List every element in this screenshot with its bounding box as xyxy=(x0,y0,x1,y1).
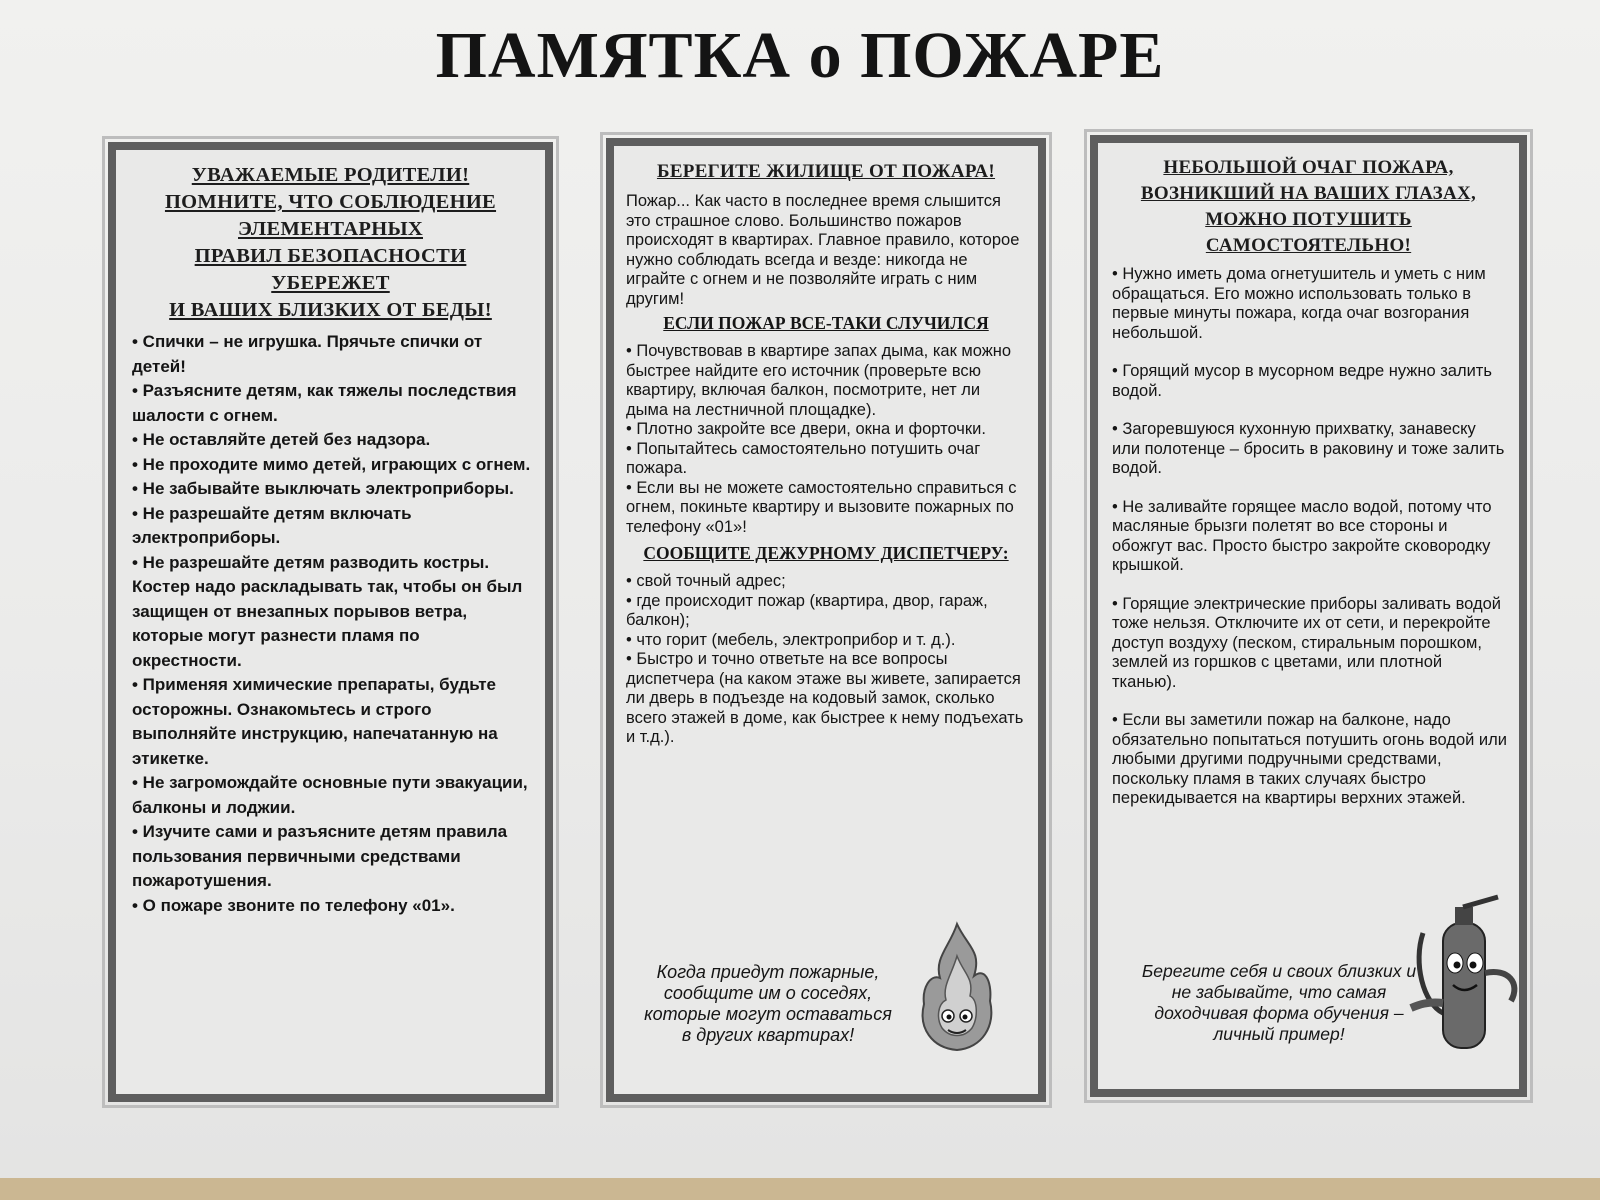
list-item: • Если вы не можете самостоятельно справиться с огнем, покиньте квартиру и вызовите пожарных по телефону «01»! xyxy=(626,478,1017,536)
intro-text: Пожар... Как часто в последнее время слышится это страшное слово. Большинство пожаров происходят в квартирах. Главное правило, которое нужно соблюдать всегда и везде: никогда не играйте с огнем и не позволяйте играть с ним другим! xyxy=(626,192,1020,308)
heading-line: И ВАШИХ БЛИЗКИХ ОТ БЕДЫ! xyxy=(169,299,492,321)
heading-line: МОЖНО ПОТУШИТЬ xyxy=(1205,209,1412,230)
closing-note: Когда приедут пожарные, сообщите им о соседях, которые могут оставаться в других квартирах! xyxy=(644,962,892,1045)
list-item: • Загоревшуюся кухонную прихватку, занавеску или полотенце – бросить в раковину и тоже залить водой. xyxy=(1112,420,1505,477)
panel-body xyxy=(1098,265,1519,809)
panel-heading: БЕРЕГИТЕ ЖИЛИЩЕ ОТ ПОЖАРА! xyxy=(656,161,996,182)
panel-extinguish xyxy=(1090,135,1527,1097)
list-item: • Не оставляйте детей без надзора. xyxy=(132,430,431,449)
closing-note: Берегите себя и своих близких и не забывайте, что самая доходчивая форма обучения – личный пример! xyxy=(1141,961,1417,1044)
list-item: • Разъясните детям, как тяжелы последствия шалости с огнем. xyxy=(132,381,517,425)
heading-line: САМОСТОЯТЕЛЬНО! xyxy=(1205,235,1412,256)
subheading-if-fire: ЕСЛИ ПОЖАР ВСЕ-ТАКИ СЛУЧИЛСЯ xyxy=(663,313,989,333)
heading-line: УБЕРЕЖЕТ xyxy=(271,272,390,294)
list-item: • Не заливайте горящее масло водой, потому что масляные брызги полетят во все стороны и обожгут вас. Просто быстро закройте сковородку крышкой. xyxy=(1112,497,1492,574)
list-item: • Горящие электрические приборы заливать водой тоже нельзя. Отключите их от сети, и перекройте доступ воздуху (песком, стиральным порошком, землей из горшков с цветами, или плотной тканью). xyxy=(1112,594,1501,691)
heading-line: ПОМНИТЕ, ЧТО СОБЛЮДЕНИЕ xyxy=(164,191,497,213)
list-item: • Быстро и точно ответьте на все вопросы диспетчера (на каком этаже вы живете, запирается ли дверь в подъезде на кодовый замок, сколько всего этажей в доме, как быстрее к нему подъехать и т.д.). xyxy=(626,650,1024,746)
heading-line: УВАЖАЕМЫЕ РОДИТЕЛИ! xyxy=(191,164,470,186)
subheading-dispatcher: СООБЩИТЕ ДЕЖУРНОМУ ДИСПЕТЧЕРУ: xyxy=(643,543,1009,563)
page-title: ПАМЯТКА о ПОЖАРЕ xyxy=(435,19,1165,92)
list-item: • Не разрешайте детям включать электроприборы. xyxy=(132,503,412,547)
list-item: • Нужно иметь дома огнетушитель и уметь с ним обращаться. Его можно использовать только в первые минуты пожара, когда очаг возгорания небольшой. xyxy=(1112,265,1486,342)
panel-parents xyxy=(108,142,553,1102)
list-item: • где происходит пожар (квартира, двор, гараж, балкон); xyxy=(626,591,988,629)
fire-extinguisher-mascot-icon xyxy=(1403,893,1527,1058)
list-item: • О пожаре звоните по телефону «01». xyxy=(132,895,455,915)
heading-line: НЕБОЛЬШОЙ ОЧАГ ПОЖАРА, xyxy=(1163,157,1454,178)
list-item: • свой точный адрес; xyxy=(626,572,786,590)
list-item: • Не разрешайте детям разводить костры. Костер надо раскладывать так, чтобы он был защищен от внезапных порывов ветра, которые могут разнести пламя по окрестности. xyxy=(132,552,523,670)
list-item: • Спички – не игрушка. Прячьте спички от детей! xyxy=(132,332,483,376)
panel-home-safety xyxy=(606,138,1046,1102)
heading-line: ЭЛЕМЕНТАРНЫХ xyxy=(238,218,423,240)
list-item: • Плотно закройте все двери, окна и форточки. xyxy=(626,420,986,438)
heading-line: ПРАВИЛ БЕЗОПАСНОСТИ xyxy=(194,245,467,267)
panel-heading xyxy=(1104,155,1513,259)
list-item: • Попытайтесь самостоятельно потушить очаг пожара. xyxy=(626,439,981,477)
list-item: • Не загромождайте основные пути эвакуации, балконы и лоджии. xyxy=(132,773,528,817)
heading-line: ВОЗНИКШИЙ НА ВАШИХ ГЛАЗАХ, xyxy=(1140,183,1477,204)
list-item: • Если вы заметили пожар на балконе, надо обязательно попытаться потушить огонь водой или любыми другими подручными средствами, поскольку пламя в таких случаях быстро перекидывается на квартиры верхних этажей. xyxy=(1112,711,1507,807)
list-item: • Не забывайте выключать электроприборы. xyxy=(132,479,514,498)
list-item: • Горящий мусор в мусорном ведре нужно залить водой. xyxy=(1112,362,1492,400)
list-item: • Применяя химические препараты, будьте осторожны. Ознакомьтесь и строго выполняйте инструкцию, напечатанную на этикетке. xyxy=(132,675,498,768)
panel-body xyxy=(614,192,1038,748)
list-item: • Изучите сами и разъясните детям правила пользования первичными средствами пожаротушения. xyxy=(132,822,508,890)
panel-body xyxy=(116,330,545,918)
list-item: • Почувствовав в квартире запах дыма, как можно быстрее найдите его источник (проверьте всю квартиру, включая балкон, посмотрите, нет ли дыма на лестничной площадке). xyxy=(626,342,1012,419)
panel-heading xyxy=(124,162,537,324)
list-item: • что горит (мебель, электроприбор и т. д.). xyxy=(626,630,956,649)
flame-mascot-icon xyxy=(912,916,1002,1056)
list-item: • Не проходите мимо детей, играющих с огнем. xyxy=(132,454,531,474)
